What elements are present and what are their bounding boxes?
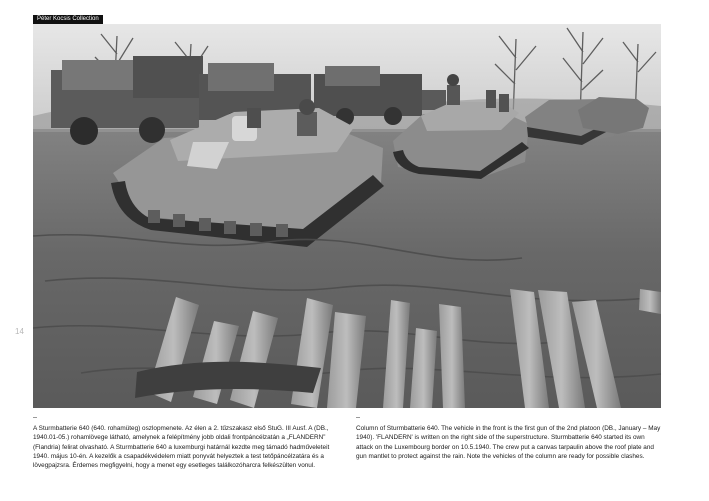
english-caption: Column of Sturmbatterie 640. The vehicle in the front is the first gun of the 2nd platoon (DB., January – May 1940). 'FLANDERN' is written on the right side of the superstructure. Sturmbatterie 640 started its own attack on the Luxembourg border on 10.5.1940. The crew put a canvas tarpaulin above the roof plate and gun mantlet to protect against the rain. Note the vehicles of the column are ready for possible clashes. <box>356 425 661 460</box>
caption-marker-hungarian <box>33 417 37 418</box>
hungarian-caption: A Sturmbatterie 640 (640. rohamüteg) oszlopmenete. Az élen a 2. tűzszakasz első StuG. III Ausf. A (DB., 1940.01-05.) rohamlövege látható, amelynek a felépítmény jobb oldali frontpáncélzatán a „FLANDERN” (Flandria) felirat olvasható. A Sturmbatterie 640 a luxemburgi határnál kezdte meg támadó hadműveleteit 1940. május 10-én. A kezelők a csapadékvédelem miatt ponyvát helyeztek a test tetőpáncélzatára és a lövegpajzsra. Érdemes megfigyelni, hogy a menet egy esetleges találkozóharcra felkészülten vonul. <box>33 425 330 469</box>
caption-marker-english <box>356 417 360 418</box>
page-number: 14 <box>15 327 24 336</box>
photo-credit: Péter Kocsis Collection <box>33 15 103 24</box>
archive-photo <box>33 24 661 408</box>
column-photo-illustration <box>33 24 661 408</box>
